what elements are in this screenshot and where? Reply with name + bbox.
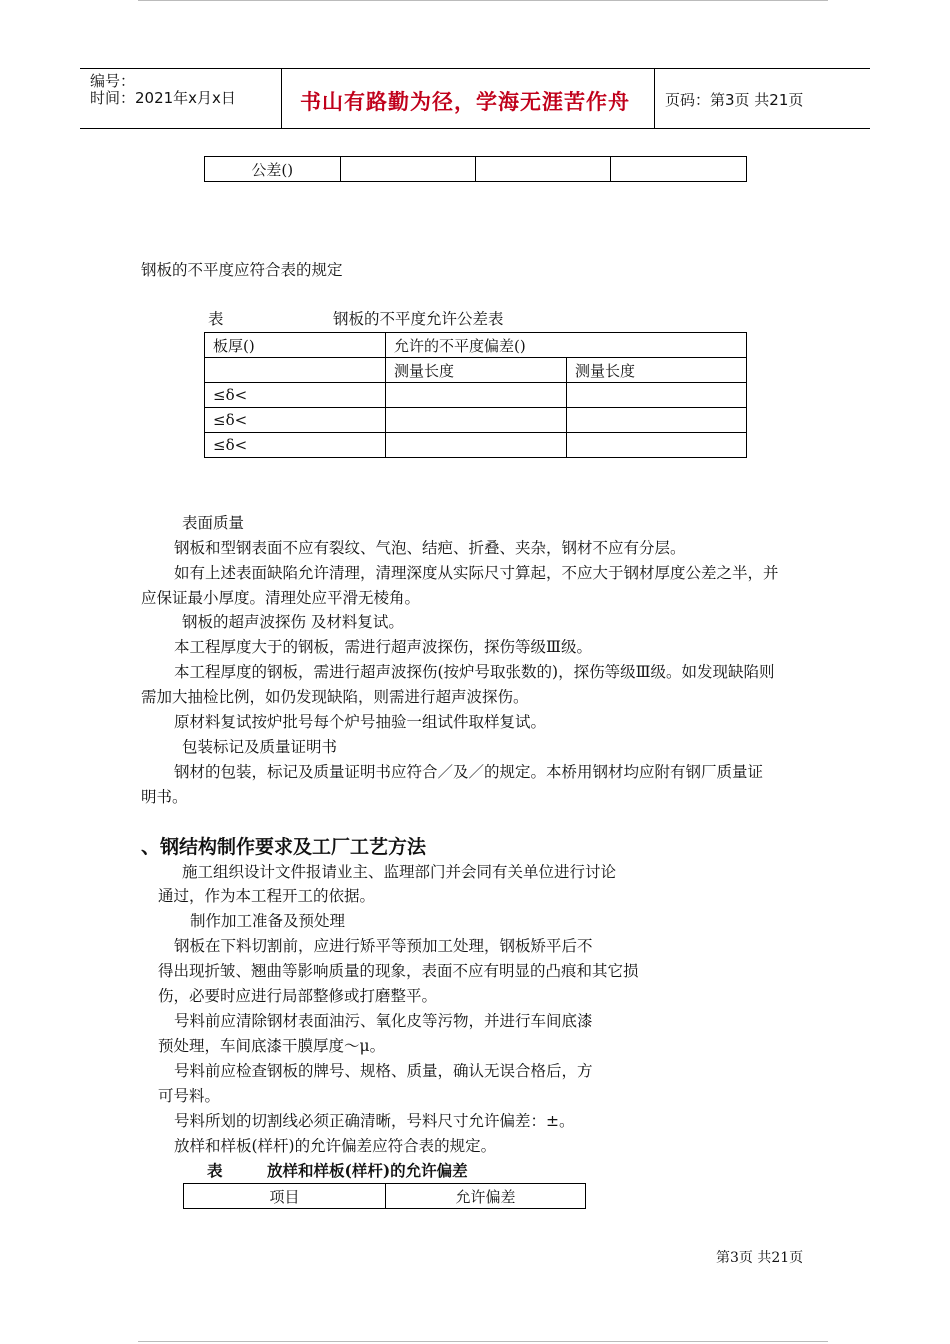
paragraph-line: 需加大抽检比例，如仍发现缺陷，则需进行超声波探伤。 (141, 688, 529, 706)
table-row (184, 1184, 586, 1209)
subheading-ultrasonic: 钢板的超声波探伤 及材料复试。 (182, 613, 404, 631)
deviation-table (183, 1183, 586, 1209)
subheading-packaging: 包装标记及质量证明书 (182, 738, 338, 756)
footer-page-number: 第3页 共21页 (716, 1250, 804, 1266)
table-cell: 公差() (205, 157, 341, 182)
paragraph-line: 施工组织设计文件报请业主、监理部门并会同有关单位进行讨论 (182, 863, 617, 881)
paragraph-line: 号料前应清除钢材表面油污、氧化皮等污物，并进行车间底漆 (174, 1012, 593, 1030)
table-row (205, 157, 747, 182)
flatness-caption-title: 钢板的不平度允许公差表 (333, 310, 504, 328)
table-subheader: 测量长度 (567, 358, 747, 383)
subheading-surface-quality: 表面质量 (182, 514, 245, 532)
header-page-info: 页码：第3页 共21页 (665, 91, 804, 109)
header-time-label: 时间：2021年x月x日 (90, 89, 236, 107)
table-header-tolerance: 允许偏差 (386, 1184, 586, 1209)
flatness-caption-prefix: 表 (208, 310, 224, 328)
paragraph-line: 可号料。 (158, 1087, 221, 1105)
bottom-caption-prefix: 表 (207, 1161, 223, 1180)
table-header-item: 项目 (184, 1184, 386, 1209)
table-cell: ≤δ< (205, 383, 386, 408)
table-row (205, 383, 747, 408)
table-cell (611, 157, 747, 182)
paragraph-line: 得出现折皱、翘曲等影响质量的现象，表面不应有明显的凸痕和其它损 (158, 962, 639, 980)
table-cell: ≤δ< (205, 408, 386, 433)
table-row (205, 408, 747, 433)
table-row (205, 358, 747, 383)
paragraph-line: 钢板和型钢表面不应有裂纹、气泡、结疤、折叠、夹杂，钢材不应有分层。 (174, 539, 686, 557)
header-id-label: 编号： (90, 72, 136, 90)
top-rule (138, 0, 828, 1)
bottom-rule (138, 1341, 828, 1342)
table-header-deviation: 允许的不平度偏差() (386, 333, 747, 358)
table-cell (386, 433, 567, 458)
paragraph-line: 本工程厚度大于的钢板，需进行超声波探伤，探伤等级Ⅲ级。 (174, 638, 592, 656)
bottom-caption-title: 放样和样板(样杆)的允许偏差 (267, 1161, 468, 1180)
paragraph-line: 钢板在下料切割前，应进行矫平等预加工处理，钢板矫平后不 (174, 937, 593, 955)
table-cell (476, 157, 611, 182)
paragraph-line: 号料前应检查钢板的牌号、规格、质量，确认无误合格后，方 (174, 1062, 593, 1080)
paragraph-line: 应保证最小厚度。清理处应平滑无棱角。 (141, 589, 421, 607)
table-header-thickness: 板厚() (205, 333, 386, 358)
table-cell (567, 383, 747, 408)
paragraph-line: 本工程厚度的钢板，需进行超声波探伤(按炉号取张数的)，探伤等级Ⅲ级。如发现缺陷则 (174, 663, 775, 681)
table-row (205, 433, 747, 458)
table-cell (386, 383, 567, 408)
table-subheader: 测量长度 (386, 358, 567, 383)
header-motto: 书山有路勤为径，学海无涯苦作舟 (300, 89, 630, 114)
paragraph-line: 预处理，车间底漆干膜厚度～μ。 (158, 1037, 386, 1055)
paragraph-line: 号料所划的切割线必须正确清晰，号料尺寸允许偏差：±。 (174, 1112, 575, 1130)
table-cell (567, 433, 747, 458)
paragraph-line: 如有上述表面缺陷允许清理，清理深度从实际尺寸算起，不应大于钢材厚度公差之半，并 (174, 564, 779, 582)
table-cell: ≤δ< (205, 433, 386, 458)
flatness-table (204, 332, 747, 458)
subheading-preparation: 制作加工准备及预处理 (190, 912, 346, 930)
table-cell (340, 157, 475, 182)
paragraph-line: 明书。 (141, 788, 188, 806)
table-cell (386, 408, 567, 433)
paragraph-line: 原材料复试按炉批号每个炉号抽验一组试件取样复试。 (174, 713, 547, 731)
top-table (204, 156, 747, 182)
paragraph-line: 通过，作为本工程开工的依据。 (158, 887, 376, 905)
paragraph-line: 放样和样板(样杆)的允许偏差应符合表的规定。 (174, 1137, 497, 1155)
table-cell (567, 408, 747, 433)
flatness-intro: 钢板的不平度应符合表的规定 (141, 261, 343, 279)
table-cell (205, 358, 386, 383)
table-row (205, 333, 747, 358)
section-heading: 、钢结构制作要求及工厂工艺方法 (141, 836, 427, 858)
paragraph-line: 钢材的包装，标记及质量证明书应符合／及／的规定。本桥用钢材均应附有钢厂质量证 (174, 763, 764, 781)
paragraph-line: 伤，必要时应进行局部整修或打磨整平。 (158, 987, 438, 1005)
